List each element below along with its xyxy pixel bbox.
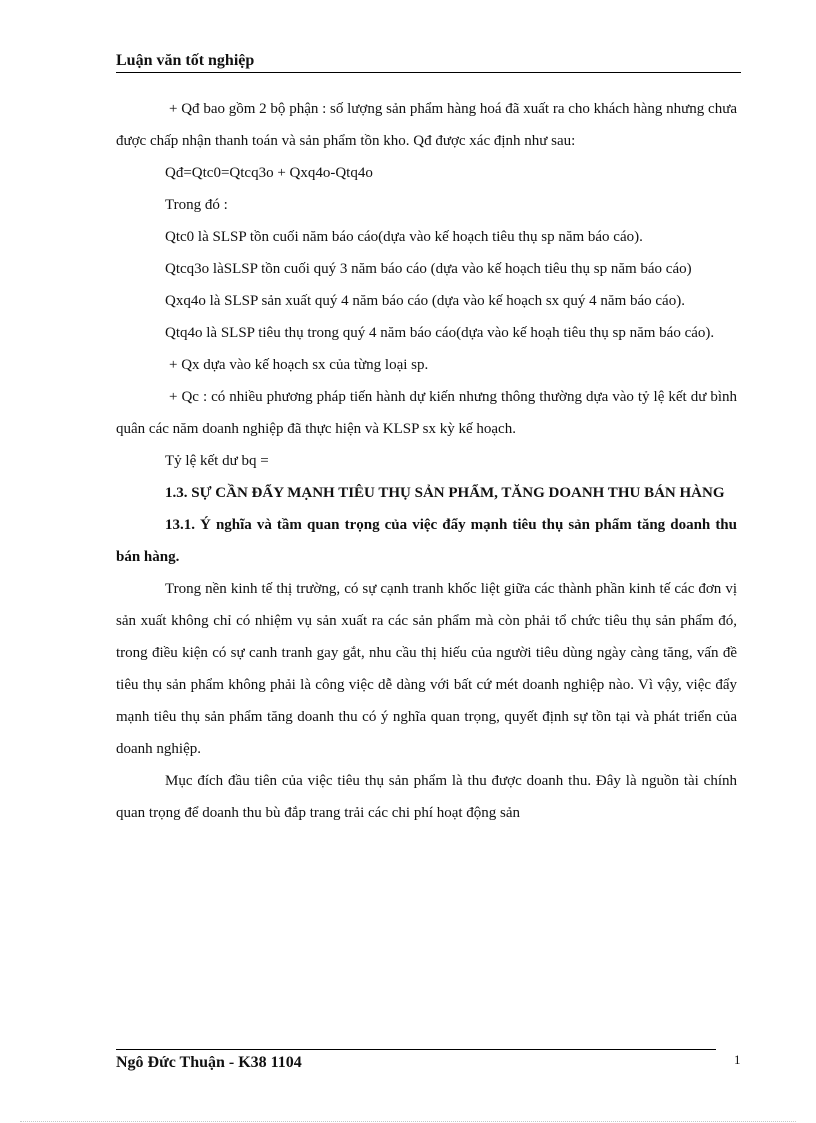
page-number: 1 — [734, 1052, 741, 1067]
section-heading-1-3: 1.3. SỰ CẦN ĐẨY MẠNH TIÊU THỤ SẢN PHẨM, TĂNG DOANH THU BÁN HÀNG — [165, 485, 725, 501]
paragraph-qtcq3o: Qtcq3o làSLSP tồn cuối quý 3 năm báo cáo (dựa vào kế hoạch tiêu thụ sp năm báo cáo) — [165, 261, 692, 277]
paragraph-trong-do: Trong đó : — [165, 197, 228, 213]
footer-rule — [116, 1049, 716, 1050]
paragraph-market-economy: Trong nền kinh tế thị trường, có sự cạnh tranh khốc liệt giữa các thành phần kinh tế các đơn vị sản xuất không chỉ có nhiệm vụ sản xuất ra các sản phẩm mà còn phải tổ chức tiêu thụ sản phẩm đó, trong điều kiện có sự canh tranh gay gắt, nhu cầu thị hiếu của người tiêu dùng ngày càng tăng, vấn đề tiêu thụ sản phẩm không phải là công việc dễ dàng với bất cứ mét doanh nghiệp nào. Vì vậy, việc đẩy mạnh tiêu thụ sản phẩm tăng doanh thu có ý nghĩa quan trọng, quyết định sự tồn tại và phát triển của doanh nghiệp. — [116, 581, 737, 757]
footer-author: Ngô Đức Thuận - K38 1104 — [116, 1054, 302, 1071]
paragraph-ty-le-ket-du: Tỷ lệ kết dư bq = — [165, 453, 269, 469]
document-body — [116, 93, 737, 829]
paragraph-qtc0: Qtc0 là SLSP tồn cuối năm báo cáo(dựa vào kế hoạch tiêu thụ sp năm báo cáo). — [165, 229, 643, 245]
page-bottom-divider — [20, 1121, 796, 1122]
paragraph-qc: + Qc : có nhiều phương pháp tiến hành dự kiến nhưng thông thường dựa vào tỷ lệ kết dư bình quân các năm doanh nghiệp đã thực hiện và KLSP sx kỳ kế hoạch. — [116, 389, 737, 437]
paragraph-qxq4o: Qxq4o là SLSP sản xuất quý 4 năm báo cáo (dựa vào kế hoạch sx quý 4 năm báo cáo). — [165, 293, 685, 309]
paragraph-qtq4o: Qtq4o là SLSP tiêu thụ trong quý 4 năm báo cáo(dựa vào kế hoạh tiêu thụ sp năm báo cáo). — [165, 325, 715, 341]
paragraph-qx: + Qx dựa vào kế hoạch sx của từng loại sp. — [169, 357, 429, 373]
page-header — [116, 50, 741, 73]
header-title: Luận văn tốt nghiệp — [116, 52, 255, 69]
paragraph-qd-definition: + Qđ bao gồm 2 bộ phận : số lượng sản phẩm hàng hoá đã xuất ra cho khách hàng nhưng chưa được chấp nhận thanh toán và sản phẩm tồn kho. Qđ được xác định như sau: — [116, 101, 737, 149]
formula-qd: Qđ=Qtc0=Qtcq3o + Qxq4o-Qtq4o — [165, 165, 373, 181]
subsection-heading-13-1: 13.1. Ý nghĩa và tầm quan trọng của việc đẩy mạnh tiêu thụ sản phẩm tăng doanh thu bán hàng. — [116, 517, 737, 565]
paragraph-primary-purpose: Mục đích đầu tiên của việc tiêu thụ sản phẩm là thu được doanh thu. Đây là nguồn tài chính quan trọng để doanh thu bù đắp trang trải các chi phí hoạt động sản — [116, 773, 737, 821]
